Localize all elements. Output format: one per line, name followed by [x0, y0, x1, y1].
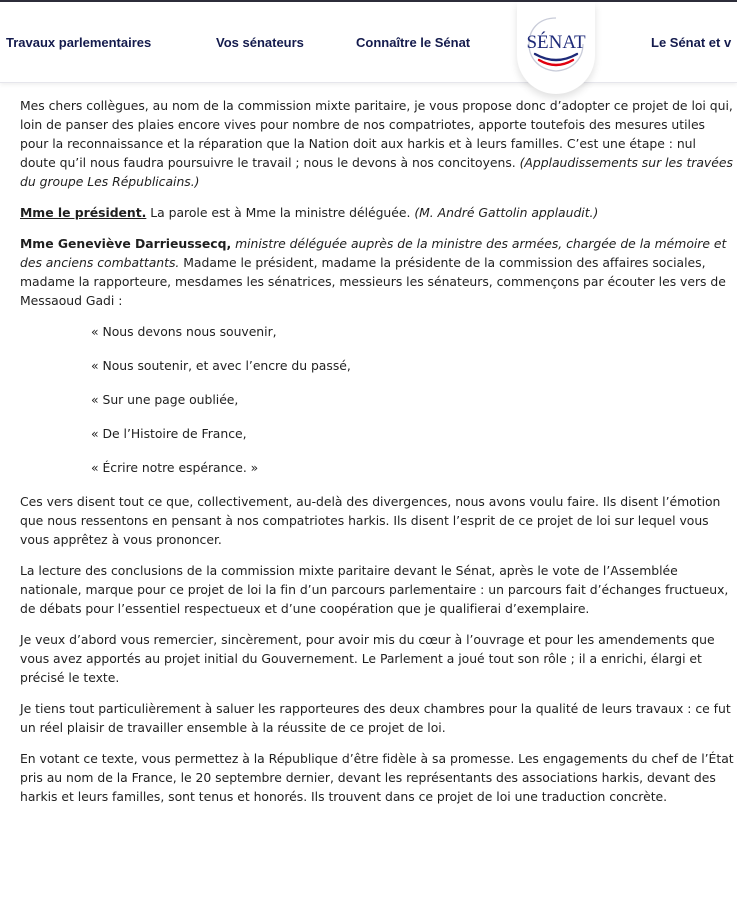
paragraph-president: Mme le président. La parole est à Mme la ministre déléguée. (M. André Gattolin applaudit.) [20, 205, 599, 220]
verse-line: « Nous devons nous souvenir, [91, 324, 277, 339]
debate-transcript [20, 96, 734, 818]
paragraph-rapporteur: Mes chers collègues, au nom de la commission mixte paritaire, je vous propose donc d’adopter ce projet de loi qui, loin de panser des plaies encore vives pour nombre de nos compatriotes, apporte toutefois des mesures utiles pour la reconnaissance et la réparation que la Nation doit aux harkis et à leurs familles. C’est une étape : nul doute qu’il nous faudra poursuivre le travail ; nous le devons à nos concitoyens. (Applaudissements sur les travées du groupe Les Républicains.) [20, 98, 733, 189]
senat-logo[interactable] [517, 2, 595, 94]
verse-line: « Sur une page oubliée, [91, 392, 239, 407]
paragraph-votant: En votant ce texte, vous permettez à la République d’être fidèle à sa promesse. Les engagements du chef de l’État pris au nom de la France, le 20 septembre dernier, devant les représentants des associations harkis, devant des harkis et leurs familles, sont tenus et honorés. Ils trouvent dans ce projet de loi une traduction concrète. [20, 751, 734, 804]
nav-le-senat-et-vous[interactable]: Le Sénat et v [651, 35, 732, 50]
senat-logo-icon [521, 16, 591, 78]
verse-line: « De l’Histoire de France, [91, 426, 247, 441]
nav-vos-senateurs[interactable]: Vos sénateurs [216, 35, 304, 50]
speaker-president-link[interactable]: Mme le président. [20, 205, 147, 220]
speaker-minister: Mme Geneviève Darrieussecq, [20, 236, 232, 251]
paragraph-lecture: La lecture des conclusions de la commission mixte paritaire devant le Sénat, après le vote de l’Assemblée nationale, marque pour ce projet de loi la fin d’un parcours parlementaire : un parcours fait d’échanges fructueux, de débats pour l’essentiel respectueux et d’une coopération que je qualifierai d’exemplaire. [20, 563, 729, 616]
verse-line: « Nous soutenir, et avec l’encre du passé, [91, 358, 351, 373]
verse-line: « Écrire notre espérance. » [91, 460, 259, 475]
nav-connaitre-le-senat[interactable]: Connaître le Sénat [356, 35, 471, 50]
nav-travaux-parlementaires[interactable]: Travaux parlementaires [6, 35, 152, 50]
applause-note: (Applaudissements sur les travées du groupe Les Républicains.) [20, 155, 733, 189]
paragraph-remercier: Je veux d’abord vous remercier, sincèrement, pour avoir mis du cœur à l’ouvrage et pour les amendements que vous avez apportés au projet initial du Gouvernement. Le Parlement a joué tout son rôle ; il a enrichi, élargi et précisé le texte. [20, 632, 715, 685]
paragraph-saluer: Je tiens tout particulièrement à saluer les rapporteures des deux chambres pour la qualité de leurs travaux : ce fut un réel plaisir de travailler ensemble à la réussite de ce projet de loi. [20, 701, 731, 735]
minister-role: ministre déléguée auprès de la ministre des armées, chargée de la mémoire et des anciens combattants. [20, 236, 727, 270]
paragraph-minister-intro: Mme Geneviève Darrieussecq, ministre déléguée auprès de la ministre des armées, chargée de la mémoire et des anciens combattants. Madame le président, madame la présidente de la commission des affaires sociales, madame la rapporteure, mesdames les sénatrices, messieurs les sénateurs, commençons par écouter les vers de Messaoud Gadi : [20, 236, 727, 308]
applause-note: (M. André Gattolin applaudit.) [414, 205, 599, 220]
logo-wordmark: SÉNAT [526, 32, 586, 53]
paragraph-ces-vers: Ces vers disent tout ce que, collectivement, au-delà des divergences, nous avons voulu faire. Ils disent l’émotion que nous ressentons en pensant à nos compatriotes harkis. Ils disent l’esprit de ce projet de loi sur lequel vous vous apprêtez à vous prononcer. [20, 494, 721, 547]
top-navigation [0, 2, 737, 83]
